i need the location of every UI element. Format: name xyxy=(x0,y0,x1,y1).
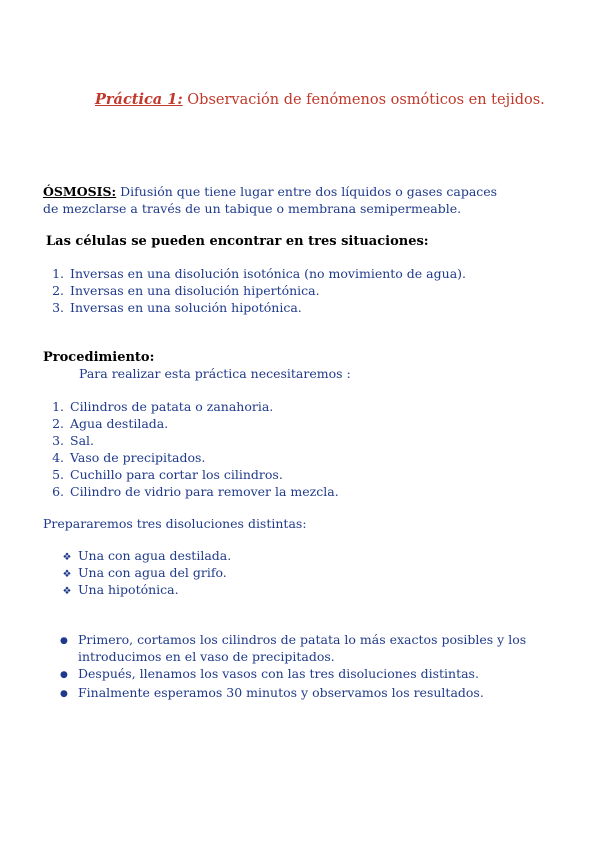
list-item xyxy=(46,283,466,300)
osmosis-definition xyxy=(43,183,513,217)
list-item xyxy=(46,467,339,484)
materials-list xyxy=(46,399,339,501)
item-number: 2. xyxy=(52,416,64,431)
list-item xyxy=(46,450,339,467)
diamond-bullet-icon: ❖ xyxy=(62,586,72,597)
list-item xyxy=(60,684,540,703)
item-number: 6. xyxy=(52,484,64,499)
list-item xyxy=(46,416,339,433)
practice-title-text: Observación de fenómenos osmóticos en tejidos. xyxy=(182,92,545,108)
dot-bullet-icon: ● xyxy=(60,689,68,699)
item-text: Agua destilada. xyxy=(70,416,169,431)
item-text: Cilindro de vidrio para remover la mezcla. xyxy=(70,484,339,499)
procedure-heading: Procedimiento: xyxy=(43,350,155,365)
item-text: Vaso de precipitados. xyxy=(70,450,206,465)
item-text: Inversas en una disolución isotónica (no movimiento de agua). xyxy=(70,266,466,281)
list-item xyxy=(46,433,339,450)
item-number: 1. xyxy=(52,266,64,281)
diamond-bullet-icon: ❖ xyxy=(62,552,72,563)
osmosis-term: ÓSMOSIS: xyxy=(43,184,117,199)
item-number: 4. xyxy=(52,450,64,465)
item-text: Inversas en una disolución hipertónica. xyxy=(70,283,320,298)
item-number: 2. xyxy=(52,283,64,298)
page-title xyxy=(95,91,545,108)
item-text: Una con agua del grifo. xyxy=(78,565,227,580)
list-item xyxy=(60,565,231,582)
list-item xyxy=(46,300,466,317)
practice-label: Práctica 1: xyxy=(95,91,183,108)
list-item xyxy=(46,484,339,501)
list-item xyxy=(60,631,540,665)
item-text: Después, llenamos los vasos con las tres disoluciones distintas. xyxy=(78,666,479,681)
item-number: 1. xyxy=(52,399,64,414)
item-text: Finalmente esperamos 30 minutos y observamos los resultados. xyxy=(78,685,484,700)
situations-list xyxy=(46,266,466,317)
list-item xyxy=(46,266,466,283)
procedure-intro: Para realizar esta práctica necesitaremos : xyxy=(79,366,351,381)
list-item xyxy=(60,665,540,684)
item-text: Una hipotónica. xyxy=(78,582,179,597)
solutions-list xyxy=(60,548,231,599)
list-item xyxy=(46,399,339,416)
dot-bullet-icon: ● xyxy=(60,636,68,646)
item-text: Primero, cortamos los cilindros de patata lo más exactos posibles y los introducimos en el vaso de precipitados. xyxy=(78,632,527,664)
item-text: Una con agua destilada. xyxy=(78,548,232,563)
osmosis-definition-text: Difusión que tiene lugar entre dos líquidos o gases capaces de mezclarse a través de un tabique o membrana semipermeable. xyxy=(43,184,498,216)
steps-list xyxy=(60,631,540,703)
solutions-intro: Prepararemos tres disoluciones distintas: xyxy=(43,516,307,531)
dot-bullet-icon: ● xyxy=(60,670,68,680)
item-text: Cilindros de patata o zanahoria. xyxy=(70,399,274,414)
item-text: Sal. xyxy=(70,433,94,448)
list-item xyxy=(60,548,231,565)
item-text: Inversas en una solución hipotónica. xyxy=(70,300,302,315)
item-text: Cuchillo para cortar los cilindros. xyxy=(70,467,283,482)
diamond-bullet-icon: ❖ xyxy=(62,569,72,580)
item-number: 3. xyxy=(52,300,64,315)
item-number: 3. xyxy=(52,433,64,448)
item-number: 5. xyxy=(52,467,64,482)
situations-heading: Las células se pueden encontrar en tres situaciones: xyxy=(46,234,429,249)
list-item xyxy=(60,582,231,599)
